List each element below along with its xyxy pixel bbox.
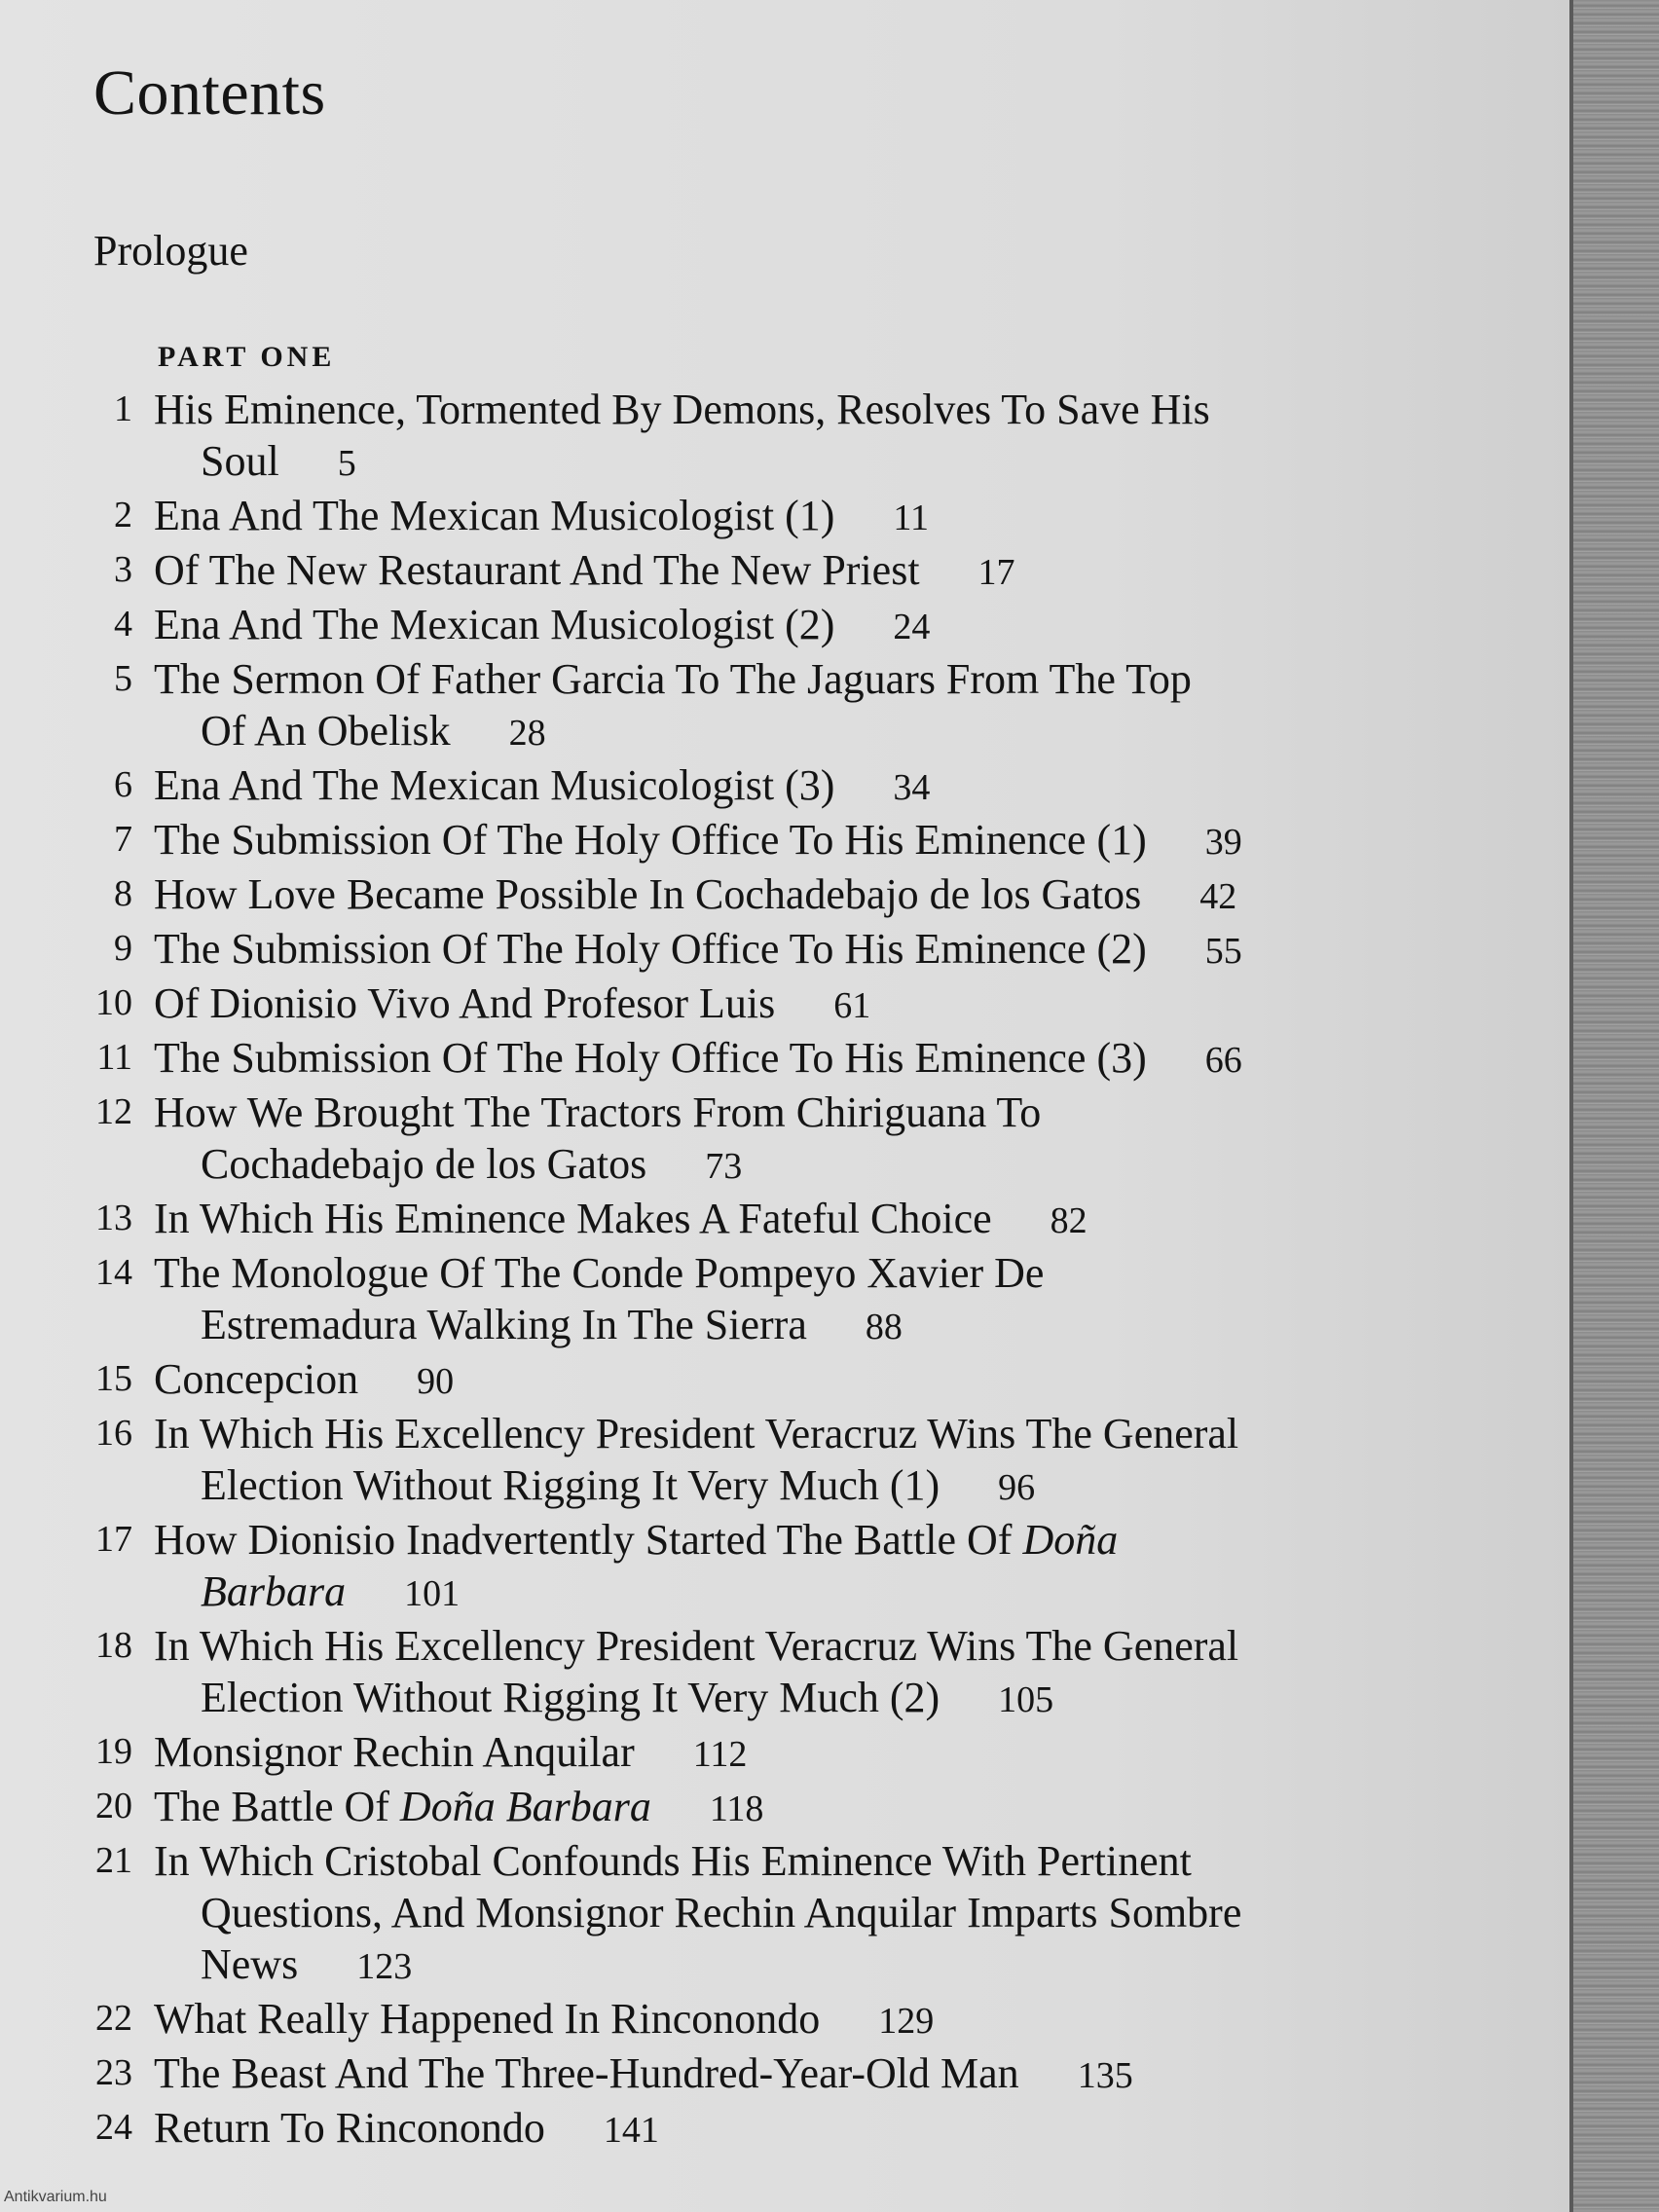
chapter-title-line bbox=[154, 923, 1460, 977]
page-title: Contents bbox=[93, 57, 326, 129]
chapter-title-line bbox=[154, 2047, 1460, 2102]
chapter-title-text: In Which His Excellency President Veracruz Wins The General bbox=[154, 1622, 1239, 1670]
chapter-number: 21 bbox=[95, 1840, 132, 1881]
chapter-title-line bbox=[154, 814, 1460, 868]
chapter-number: 23 bbox=[95, 2052, 132, 2093]
toc-entry bbox=[0, 1193, 1558, 1247]
chapter-title-line bbox=[154, 759, 1460, 814]
chapter-number: 24 bbox=[95, 2107, 132, 2148]
chapter-number: 16 bbox=[95, 1413, 132, 1454]
toc-entry bbox=[0, 1353, 1558, 1408]
chapter-title-text: His Eminence, Tormented By Demons, Resolves To Save His bbox=[154, 386, 1210, 433]
chapter-title-line bbox=[154, 1993, 1460, 2047]
chapter-number: 13 bbox=[95, 1198, 132, 1238]
toc-entry bbox=[0, 1408, 1558, 1514]
chapter-title-line bbox=[154, 1353, 1460, 1408]
chapter-title-line bbox=[154, 1620, 1460, 1672]
chapter-title-text: Of Dionisio Vivo And Profesor Luis bbox=[154, 979, 776, 1027]
chapter-number: 8 bbox=[114, 873, 132, 914]
chapter-title-text: The Submission Of The Holy Office To His Eminence (3) bbox=[154, 1034, 1147, 1082]
page-number: 118 bbox=[709, 1788, 764, 1829]
chapter-number: 6 bbox=[114, 764, 132, 805]
chapter-title-text: The Sermon Of Father Garcia To The Jaguars From The Top bbox=[154, 655, 1192, 703]
chapter-title-text: How Dionisio Inadvertently Started The Battle Of Doña bbox=[154, 1516, 1119, 1564]
page-number: 90 bbox=[417, 1361, 455, 1402]
page-number: 66 bbox=[1204, 1040, 1242, 1081]
prologue-heading: Prologue bbox=[93, 227, 248, 275]
chapter-title-line bbox=[154, 868, 1460, 923]
chapter-title-text: Estremadura Walking In The Sierra bbox=[201, 1301, 807, 1348]
page-number: 39 bbox=[1204, 822, 1242, 863]
chapter-number: 3 bbox=[114, 549, 132, 590]
chapter-title-text: Concepcion bbox=[154, 1355, 359, 1403]
chapter-title-text: Of The New Restaurant And The New Priest bbox=[154, 546, 920, 594]
toc-entry bbox=[0, 2047, 1558, 2102]
chapter-number: 15 bbox=[95, 1358, 132, 1399]
toc-entry bbox=[0, 1032, 1558, 1087]
page-number: 55 bbox=[1204, 931, 1242, 972]
chapter-number: 10 bbox=[95, 982, 132, 1023]
page-number: 24 bbox=[893, 607, 931, 647]
chapter-title-line bbox=[154, 1138, 1460, 1193]
chapter-number: 7 bbox=[114, 819, 132, 860]
page-number: 11 bbox=[893, 498, 929, 538]
chapter-title-line bbox=[154, 1726, 1460, 1781]
toc-entry bbox=[0, 1993, 1558, 2047]
chapter-number: 12 bbox=[95, 1091, 132, 1132]
toc-entry bbox=[0, 2102, 1558, 2157]
chapter-number: 9 bbox=[114, 928, 132, 969]
page-number: 101 bbox=[404, 1573, 461, 1614]
toc-entry bbox=[0, 1781, 1558, 1835]
chapter-title-text: Return To Rinconondo bbox=[154, 2104, 545, 2152]
toc-entry bbox=[0, 1087, 1558, 1193]
toc-entry bbox=[0, 490, 1558, 544]
chapter-number: 1 bbox=[114, 388, 132, 429]
chapter-title-text: In Which His Excellency President Veracruz Wins The General bbox=[154, 1410, 1239, 1457]
chapter-title-line bbox=[154, 490, 1460, 544]
chapter-title-text: News bbox=[201, 1940, 299, 1988]
page-number: 28 bbox=[508, 713, 546, 754]
page-number: 112 bbox=[692, 1734, 748, 1775]
chapter-title-text: Questions, And Monsignor Rechin Anquilar Imparts Sombre bbox=[201, 1889, 1242, 1936]
chapter-title-line bbox=[154, 1247, 1460, 1299]
chapter-title-line bbox=[154, 1193, 1460, 1247]
chapter-title-line bbox=[154, 1781, 1460, 1835]
toc-entry bbox=[0, 599, 1558, 653]
chapter-title-line bbox=[154, 977, 1460, 1032]
chapter-title-line bbox=[154, 1087, 1460, 1138]
page-number: 96 bbox=[998, 1467, 1036, 1508]
chapter-title-line bbox=[154, 653, 1460, 705]
chapter-title-line bbox=[154, 705, 1460, 759]
chapter-number: 5 bbox=[114, 658, 132, 699]
page-number: 129 bbox=[878, 2001, 935, 2042]
chapter-title-text: The Battle Of Doña Barbara bbox=[154, 1783, 651, 1830]
chapter-title-line bbox=[154, 435, 1460, 490]
watermark: Antikvarium.hu bbox=[4, 2189, 107, 2205]
chapter-title-line bbox=[154, 1299, 1460, 1353]
page-number: 61 bbox=[833, 985, 871, 1026]
page-number: 141 bbox=[603, 2110, 659, 2151]
chapter-title-text: The Beast And The Three-Hundred-Year-Old Man bbox=[154, 2049, 1019, 2097]
chapter-title-line bbox=[154, 1459, 1460, 1514]
toc-entry bbox=[0, 759, 1558, 814]
page-number: 105 bbox=[998, 1679, 1054, 1720]
chapter-title-text: Ena And The Mexican Musicologist (1) bbox=[154, 492, 835, 539]
toc-entry bbox=[0, 653, 1558, 759]
chapter-title-line bbox=[154, 384, 1460, 435]
chapter-title-text: Of An Obelisk bbox=[201, 707, 451, 755]
chapter-title-text: Monsignor Rechin Anquilar bbox=[154, 1728, 635, 1776]
chapter-title-line bbox=[154, 1032, 1460, 1087]
chapter-title-text: Soul bbox=[201, 437, 279, 485]
chapter-number: 4 bbox=[114, 604, 132, 645]
chapter-title-text: The Submission Of The Holy Office To His Eminence (2) bbox=[154, 925, 1147, 973]
chapter-title-line bbox=[154, 1566, 1460, 1620]
page-number: 34 bbox=[893, 767, 931, 808]
chapter-title-line bbox=[154, 1672, 1460, 1726]
chapter-number: 14 bbox=[95, 1252, 132, 1293]
chapter-title-text: Ena And The Mexican Musicologist (3) bbox=[154, 761, 835, 809]
chapter-title-line bbox=[154, 2102, 1460, 2157]
chapter-number: 11 bbox=[96, 1037, 132, 1078]
toc-entry bbox=[0, 1247, 1558, 1353]
toc-entry bbox=[0, 977, 1558, 1032]
chapter-title-text: In Which His Eminence Makes A Fateful Choice bbox=[154, 1195, 992, 1242]
chapter-title-text: Election Without Rigging It Very Much (2) bbox=[201, 1674, 940, 1721]
chapter-title-text: Cochadebajo de los Gatos bbox=[201, 1140, 647, 1188]
page-number: 73 bbox=[705, 1146, 743, 1187]
page-number: 82 bbox=[1050, 1200, 1088, 1241]
toc-entry bbox=[0, 814, 1558, 868]
chapter-title-line bbox=[154, 1408, 1460, 1459]
page-number: 42 bbox=[1199, 876, 1237, 917]
chapter-title-line bbox=[154, 1938, 1460, 1993]
chapter-title-text: How Love Became Possible In Cochadebajo de los Gatos bbox=[154, 870, 1142, 918]
toc-entry bbox=[0, 868, 1558, 923]
chapter-number: 22 bbox=[95, 1998, 132, 2039]
chapter-title-line bbox=[154, 544, 1460, 599]
chapter-title-text: Barbara bbox=[201, 1567, 347, 1615]
chapter-number: 19 bbox=[95, 1731, 132, 1772]
chapter-title-text: In Which Cristobal Confounds His Eminence With Pertinent bbox=[154, 1837, 1192, 1885]
chapter-title-text: What Really Happened In Rinconondo bbox=[154, 1995, 821, 2043]
page-number: 88 bbox=[865, 1307, 903, 1347]
part-heading: PART ONE bbox=[158, 341, 336, 373]
chapter-title-text: Ena And The Mexican Musicologist (2) bbox=[154, 601, 835, 648]
page-number: 135 bbox=[1077, 2055, 1133, 2096]
toc-entry bbox=[0, 384, 1558, 490]
chapter-number: 2 bbox=[114, 495, 132, 535]
toc-entry bbox=[0, 923, 1558, 977]
toc-entry bbox=[0, 544, 1558, 599]
toc-entry bbox=[0, 1835, 1558, 1993]
chapter-title-text: The Monologue Of The Conde Pompeyo Xavier De bbox=[154, 1249, 1045, 1297]
toc-entry bbox=[0, 1620, 1558, 1726]
chapter-number: 18 bbox=[95, 1625, 132, 1666]
chapter-number: 20 bbox=[95, 1786, 132, 1826]
page-number: 17 bbox=[977, 552, 1015, 593]
page-number: 5 bbox=[337, 443, 356, 484]
chapter-title-line bbox=[154, 1835, 1460, 1887]
page-number: 123 bbox=[356, 1946, 413, 1987]
toc-entry bbox=[0, 1726, 1558, 1781]
chapter-title-text: The Submission Of The Holy Office To His Eminence (1) bbox=[154, 816, 1147, 864]
chapter-title-line bbox=[154, 1887, 1460, 1938]
book-spine bbox=[1569, 0, 1659, 2212]
toc-entry bbox=[0, 1514, 1558, 1620]
chapter-title-line bbox=[154, 1514, 1460, 1566]
chapter-title-text: Election Without Rigging It Very Much (1) bbox=[201, 1461, 940, 1509]
chapter-number: 17 bbox=[95, 1519, 132, 1560]
chapter-title-text: How We Brought The Tractors From Chiriguana To bbox=[154, 1088, 1042, 1136]
table-of-contents bbox=[0, 384, 1558, 2157]
chapter-title-line bbox=[154, 599, 1460, 653]
